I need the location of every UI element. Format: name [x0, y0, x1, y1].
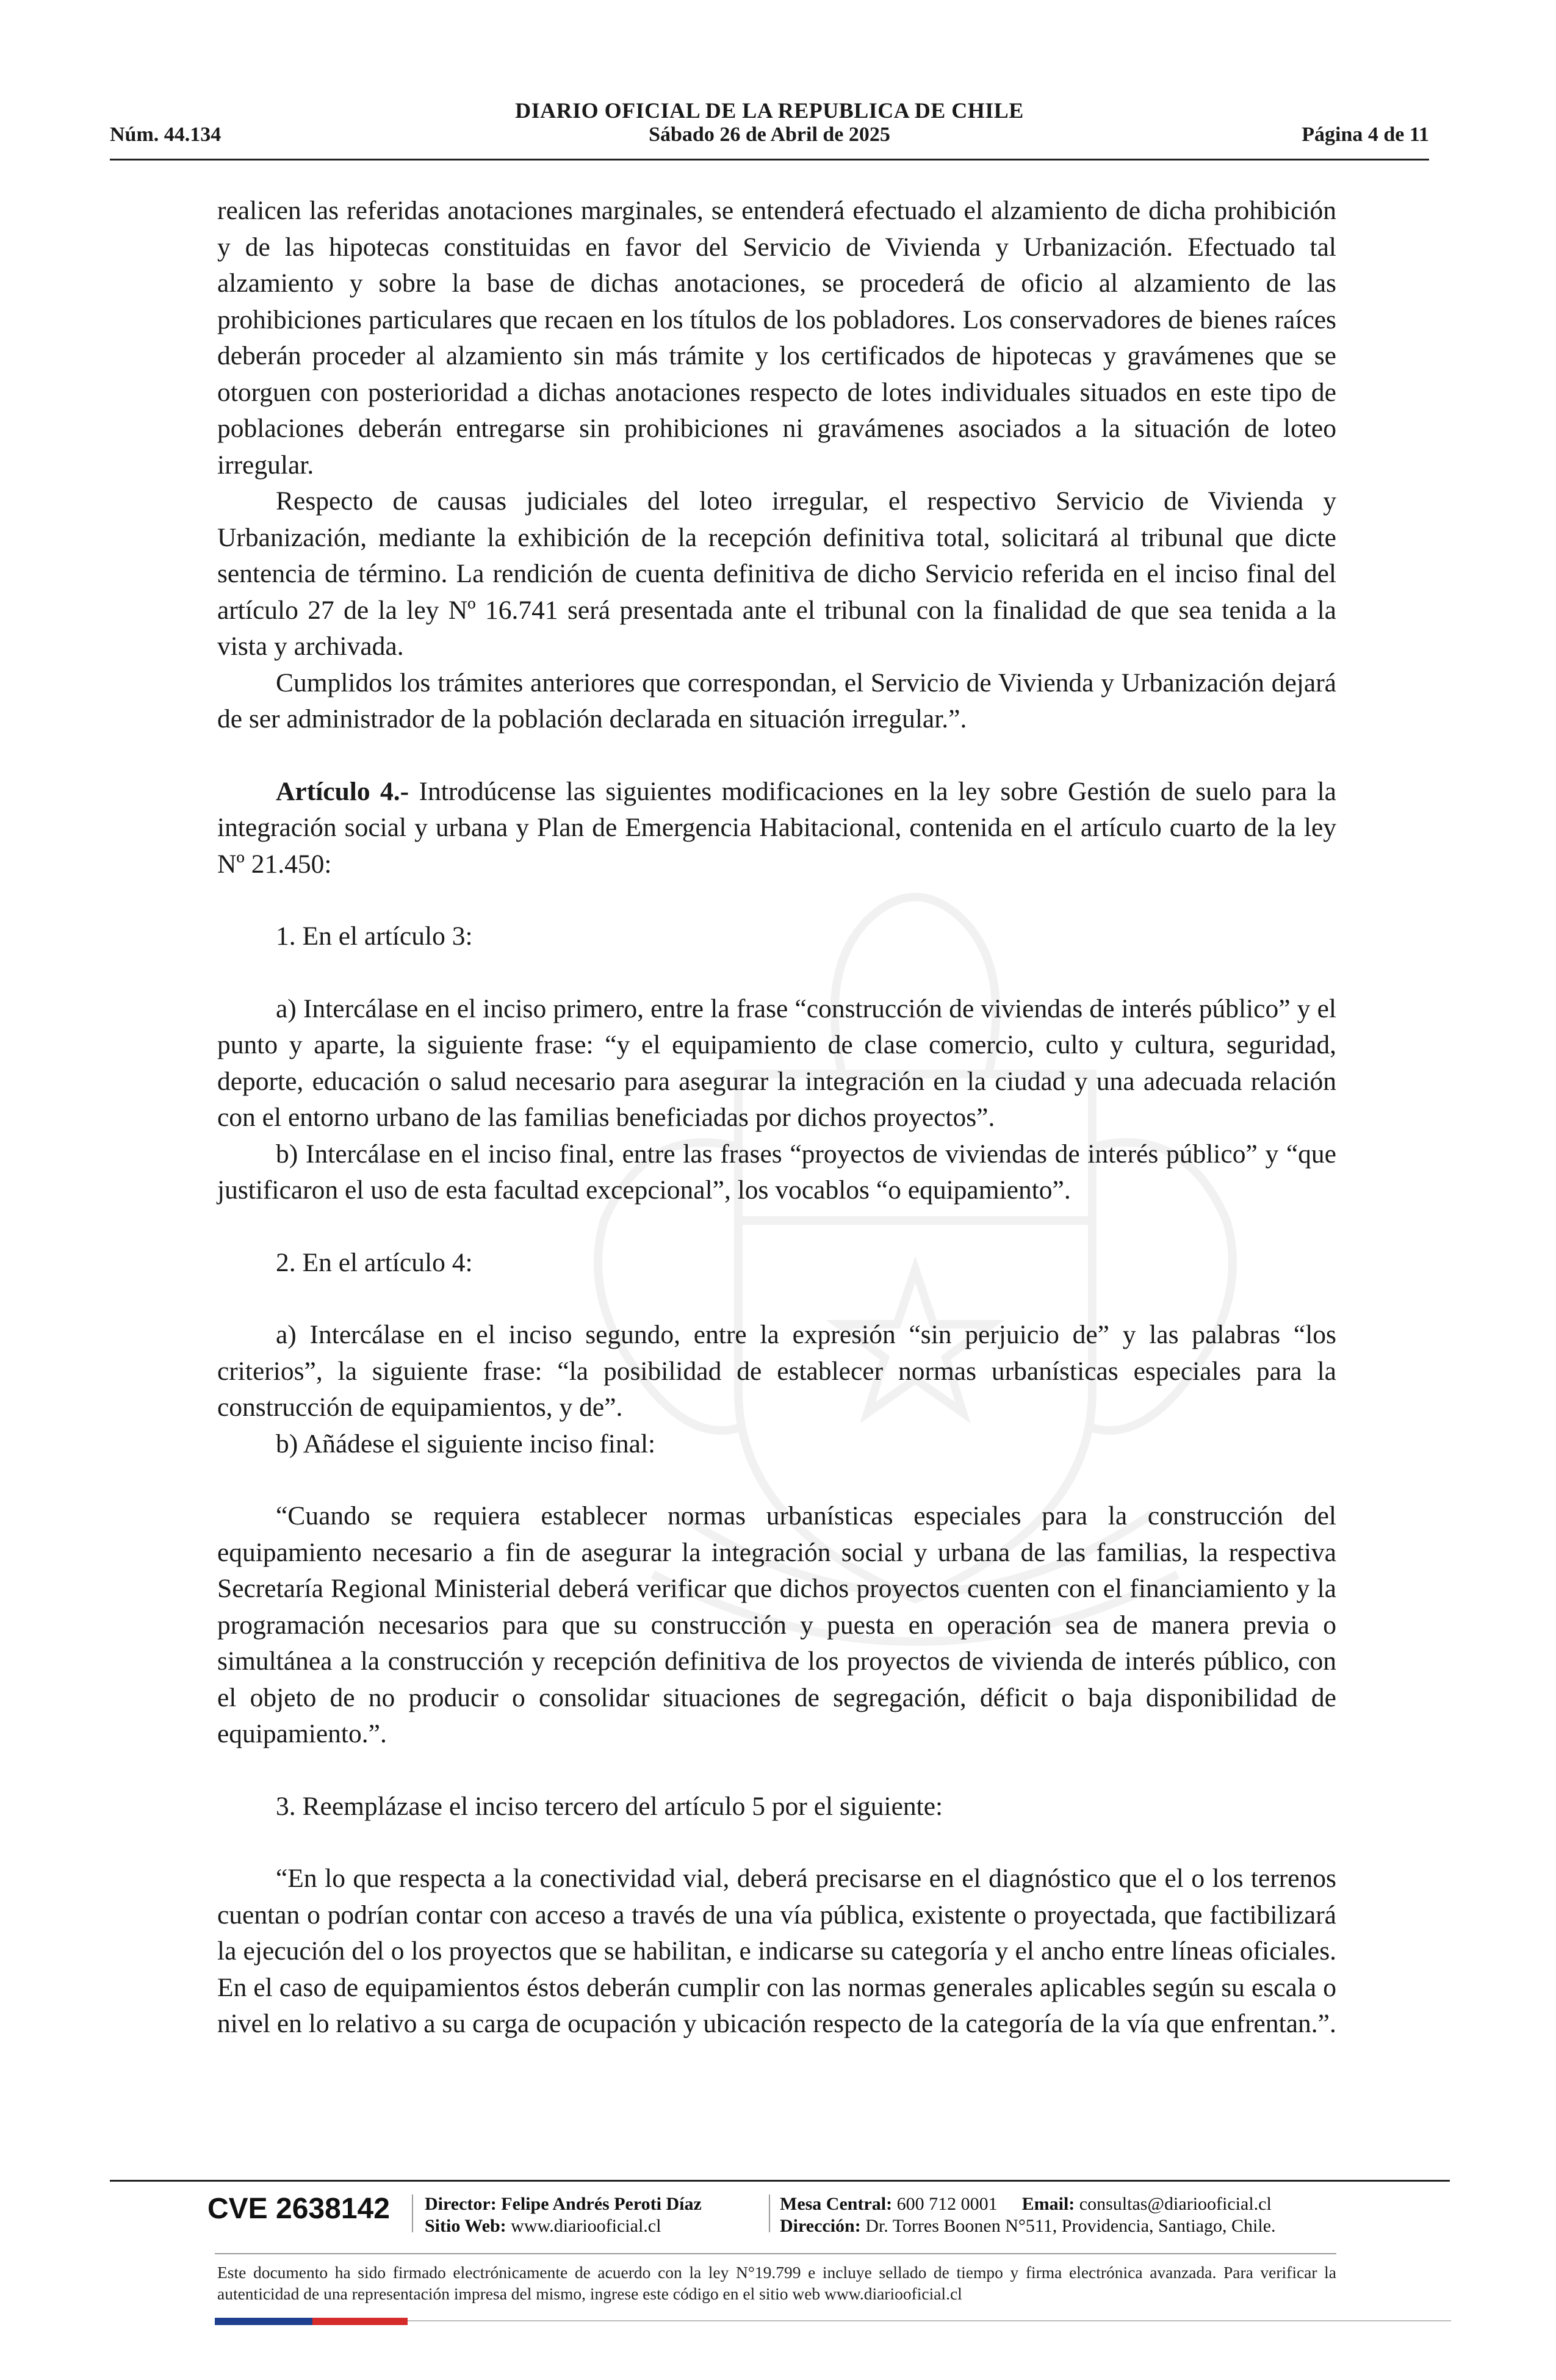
director-name: Felipe Andrés Peroti Díaz	[501, 2194, 702, 2214]
cve-code: CVE 2638142	[207, 2193, 390, 2225]
footer-contact-info	[780, 2193, 1276, 2237]
mesa-phone: 600 712 0001	[896, 2194, 998, 2214]
email-label: Email:	[1021, 2194, 1075, 2214]
footer-divider-thin	[215, 2253, 1336, 2254]
issue-date: Sábado 26 de Abril de 2025	[649, 123, 890, 146]
item-2-quoted-inciso: “Cuando se requiera establecer normas urbanísticas especiales para la construcción del equipamiento necesario a fin de asegurar la integración social y urbana de las familias, la respectiva Secretaría Regional Ministerial deberá verificar que dichos proyectos cuenten con el financiamiento y la programación necesarios para que su construcción y puesta en operación sea de manera previa o simultánea a la construcción y recepción definitiva de los proyectos de vivienda de interés público, con el objeto de no producir o consolidar situaciones de segregación, déficit o baja disponibilidad de equipamiento.”.	[217, 1501, 1336, 1748]
article-4-label: Artículo 4.-	[276, 776, 409, 806]
item-1a: a) Intercálase en el inciso primero, entre la frase “construcción de viviendas de interés público” y el punto y aparte, la siguiente frase: “y el equipamiento de clase comercio, culto y cultura, seguridad, deporte, educación o salud necesario para asegurar la integración en la ciudad y una adecuada relación con el entorno urbano de las familias beneficiadas por dichos proyectos”.	[217, 993, 1336, 1132]
item-2a: a) Intercálase en el inciso segundo, entre la expresión “sin perjuicio de” y las palabras “los criterios”, la siguiente frase: “la posibilidad de establecer normas urbanísticas especiales para la construcción de equipamientos, y de”.	[217, 1320, 1336, 1422]
page-header	[110, 92, 1429, 160]
article-4	[217, 774, 1336, 883]
item-3-heading: 3. Reemplázase el inciso tercero del artículo 5 por el siguiente:	[276, 1791, 943, 1821]
mesa-label: Mesa Central:	[780, 2194, 893, 2214]
address-label: Dirección:	[780, 2216, 861, 2236]
article-4-text: Introdúcense las siguientes modificaciones en la ley sobre Gestión de suelo para la integración social y urbana y Plan de Emergencia Habitacional, contenida en el artículo cuarto de la ley Nº 21.450:	[217, 776, 1336, 879]
flag-blue-segment	[215, 2318, 312, 2325]
page-number: Página 4 de 11	[1302, 123, 1429, 146]
director-label: Director:	[425, 2194, 497, 2214]
address-value: Dr. Torres Boonen N°511, Providencia, Santiago, Chile.	[865, 2216, 1276, 2236]
legal-notice: Este documento ha sido firmado electrónicamente de acuerdo con la ley N°19.799 e incluye sellado de tiempo y firma electrónica avanzada. Para verificar la autenticidad de una representación impresa del mismo, ingrese este código en el sitio web www.diariooficial.cl	[217, 2263, 1336, 2303]
item-2-heading: 2. En el artículo 4:	[276, 1247, 473, 1277]
item-1b: b) Intercálase en el inciso final, entre las frases “proyectos de viviendas de interés público” y “que justificaron el uso de esta facultad excepcional”, los vocablos “o equipamiento”.	[217, 1139, 1336, 1205]
footer-director-info	[425, 2193, 702, 2237]
chile-flag-stripe	[215, 2318, 408, 2325]
document-body	[217, 193, 1336, 2043]
flag-red-segment	[312, 2318, 408, 2325]
email-link[interactable]: consultas@diariooficial.cl	[1079, 2194, 1272, 2214]
footer-separator	[412, 2194, 413, 2232]
item-1-heading: 1. En el artículo 3:	[276, 921, 473, 951]
paragraph-causas-judiciales: Respecto de causas judiciales del loteo irregular, el respectivo Servicio de Vivienda y Urbanización, mediante la exhibición de la recepción definitiva total, solicitará al tribunal que dicte sentencia de término. La rendición de cuenta definitiva de dicho Servicio referida en el inciso final del artículo 27 de la ley Nº 16.741 será presentada ante el tribunal con la finalidad de que sea tenida a la vista y archivada.	[217, 486, 1336, 661]
item-2b: b) Añádese el siguiente inciso final:	[276, 1429, 656, 1459]
paragraph-continuation: realicen las referidas anotaciones marginales, se entenderá efectuado el alzamiento de dicha prohibición y de las hipotecas constituidas en favor del Servicio de Vivienda y Urbanización. Efectuado tal alzamiento y sobre la base de dichas anotaciones, se procederá de oficio al alzamiento de las prohibiciones particulares que recaen en los títulos de los pobladores. Los conservadores de bienes raíces deberán proceder al alzamiento sin más trámite y los certificados de hipotecas y gravámenes que se otorguen con posterioridad a dichas anotaciones respecto de lotes individuales situados en este tipo de poblaciones deberán entregarse sin prohibiciones ni gravámenes asociados a la situación de loteo irregular.	[217, 196, 1336, 480]
web-link[interactable]: www.diariooficial.cl	[511, 2216, 661, 2236]
item-3-quoted-inciso: “En lo que respecta a la conectividad vial, deberá precisarse en el diagnóstico que el o los terrenos cuentan o podrían contar con acceso a través de una vía pública, existente o proyectada, que factibilizará la ejecución del o los proyectos que se habilitan, e indicarse su categoría y el ancho entre líneas oficiales. En el caso de equipamientos éstos deberán cumplir con las normas generales aplicables según su escala o nivel en lo relativo a su carga de ocupación y ubicación respecto de la categoría de la vía que enfrentan.”.	[217, 1864, 1336, 2038]
footer-divider	[110, 2180, 1450, 2182]
footer-separator	[769, 2194, 770, 2232]
web-label: Sitio Web:	[425, 2216, 506, 2236]
issue-number: Núm. 44.134	[110, 123, 222, 146]
paragraph-cumplidos: Cumplidos los trámites anteriores que correspondan, el Servicio de Vivienda y Urbanización dejará de ser administrador de la población declarada en situación irregular.”.	[217, 668, 1336, 734]
newspaper-title: DIARIO OFICIAL DE LA REPUBLICA DE CHILE	[515, 98, 1024, 123]
footer-bottom-line	[408, 2320, 1451, 2321]
